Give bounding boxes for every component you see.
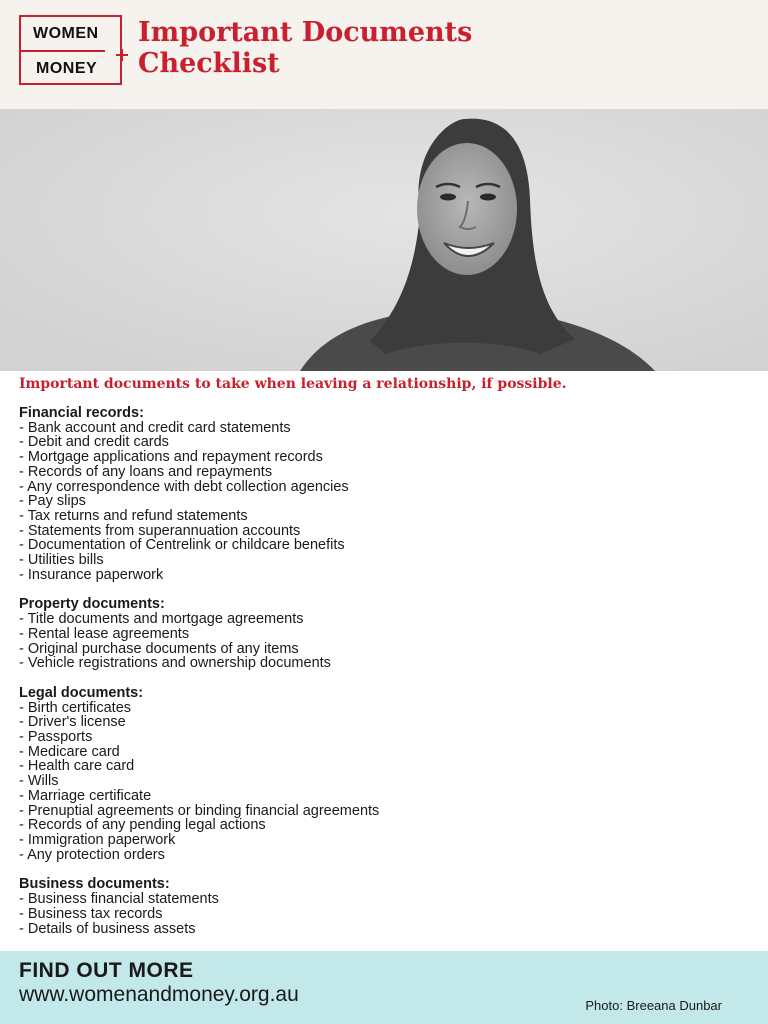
page-header	[0, 0, 768, 109]
portrait-photo	[0, 109, 768, 371]
section-heading: Legal documents:	[19, 684, 144, 701]
list-item: - Utilities bills	[19, 553, 739, 568]
list-item: - Business tax records	[19, 907, 739, 922]
list-item: - Any protection orders	[19, 848, 739, 863]
section-heading: Property documents:	[19, 596, 165, 613]
list-item: - Any correspondence with debt collection agencies	[19, 480, 739, 495]
list-item: - Documentation of Centrelink or childcare benefits	[19, 538, 739, 553]
list-item: - Wills	[19, 774, 739, 789]
list-item: - Business financial statements	[19, 892, 739, 907]
list-item: - Insurance paperwork	[19, 568, 739, 583]
list-item: - Records of any loans and repayments	[19, 465, 739, 480]
list-item: - Mortgage applications and repayment records	[19, 450, 739, 465]
list-item: - Birth certificates	[19, 701, 739, 716]
list-item: - Statements from superannuation accounts	[19, 524, 739, 539]
list-item: - Rental lease agreements	[19, 627, 739, 642]
section-business-documents	[19, 877, 739, 936]
page-footer	[0, 951, 768, 1024]
logo-divider	[21, 50, 105, 52]
list-item: - Bank account and credit card statements	[19, 421, 739, 436]
women-and-money-logo[interactable]	[19, 15, 122, 85]
intro-text: Important documents to take when leaving a relationship, if possible.	[19, 376, 567, 392]
section-heading: Business documents:	[19, 876, 170, 893]
list-item: - Original purchase documents of any items	[19, 642, 739, 657]
list-item: - Health care card	[19, 759, 739, 774]
title-line-1: Important Documents	[138, 17, 473, 48]
list-item: - Records of any pending legal actions	[19, 818, 739, 833]
list-item: - Prenuptial agreements or binding financial agreements	[19, 804, 739, 819]
page-title	[138, 17, 472, 79]
section-financial-records	[19, 406, 739, 582]
logo-bottom-word: MONEY	[36, 60, 98, 77]
photo-credit: Photo: Breeana Dunbar	[585, 998, 722, 1013]
list-item: - Details of business assets	[19, 922, 739, 937]
list-item: - Driver's license	[19, 715, 739, 730]
section-heading: Financial records:	[19, 405, 144, 421]
list-item: - Vehicle registrations and ownership documents	[19, 656, 739, 671]
plus-icon	[116, 49, 128, 61]
list-item: - Medicare card	[19, 745, 739, 760]
list-item: - Pay slips	[19, 494, 739, 509]
list-item: - Title documents and mortgage agreements	[19, 612, 739, 627]
title-line-2: Checklist	[138, 48, 280, 79]
section-legal-documents	[19, 686, 739, 862]
list-item: - Tax returns and refund statements	[19, 509, 739, 524]
portrait-illustration	[0, 109, 768, 371]
logo-top-word: WOMEN	[33, 25, 99, 42]
find-out-more-heading: FIND OUT MORE	[19, 959, 194, 982]
list-item: - Passports	[19, 730, 739, 745]
website-link[interactable]: www.womenandmoney.org.au	[19, 983, 299, 1006]
list-item: - Debit and credit cards	[19, 435, 739, 450]
checklist	[19, 406, 739, 951]
list-item: - Marriage certificate	[19, 789, 739, 804]
list-item: - Immigration paperwork	[19, 833, 739, 848]
section-property-documents	[19, 597, 739, 671]
